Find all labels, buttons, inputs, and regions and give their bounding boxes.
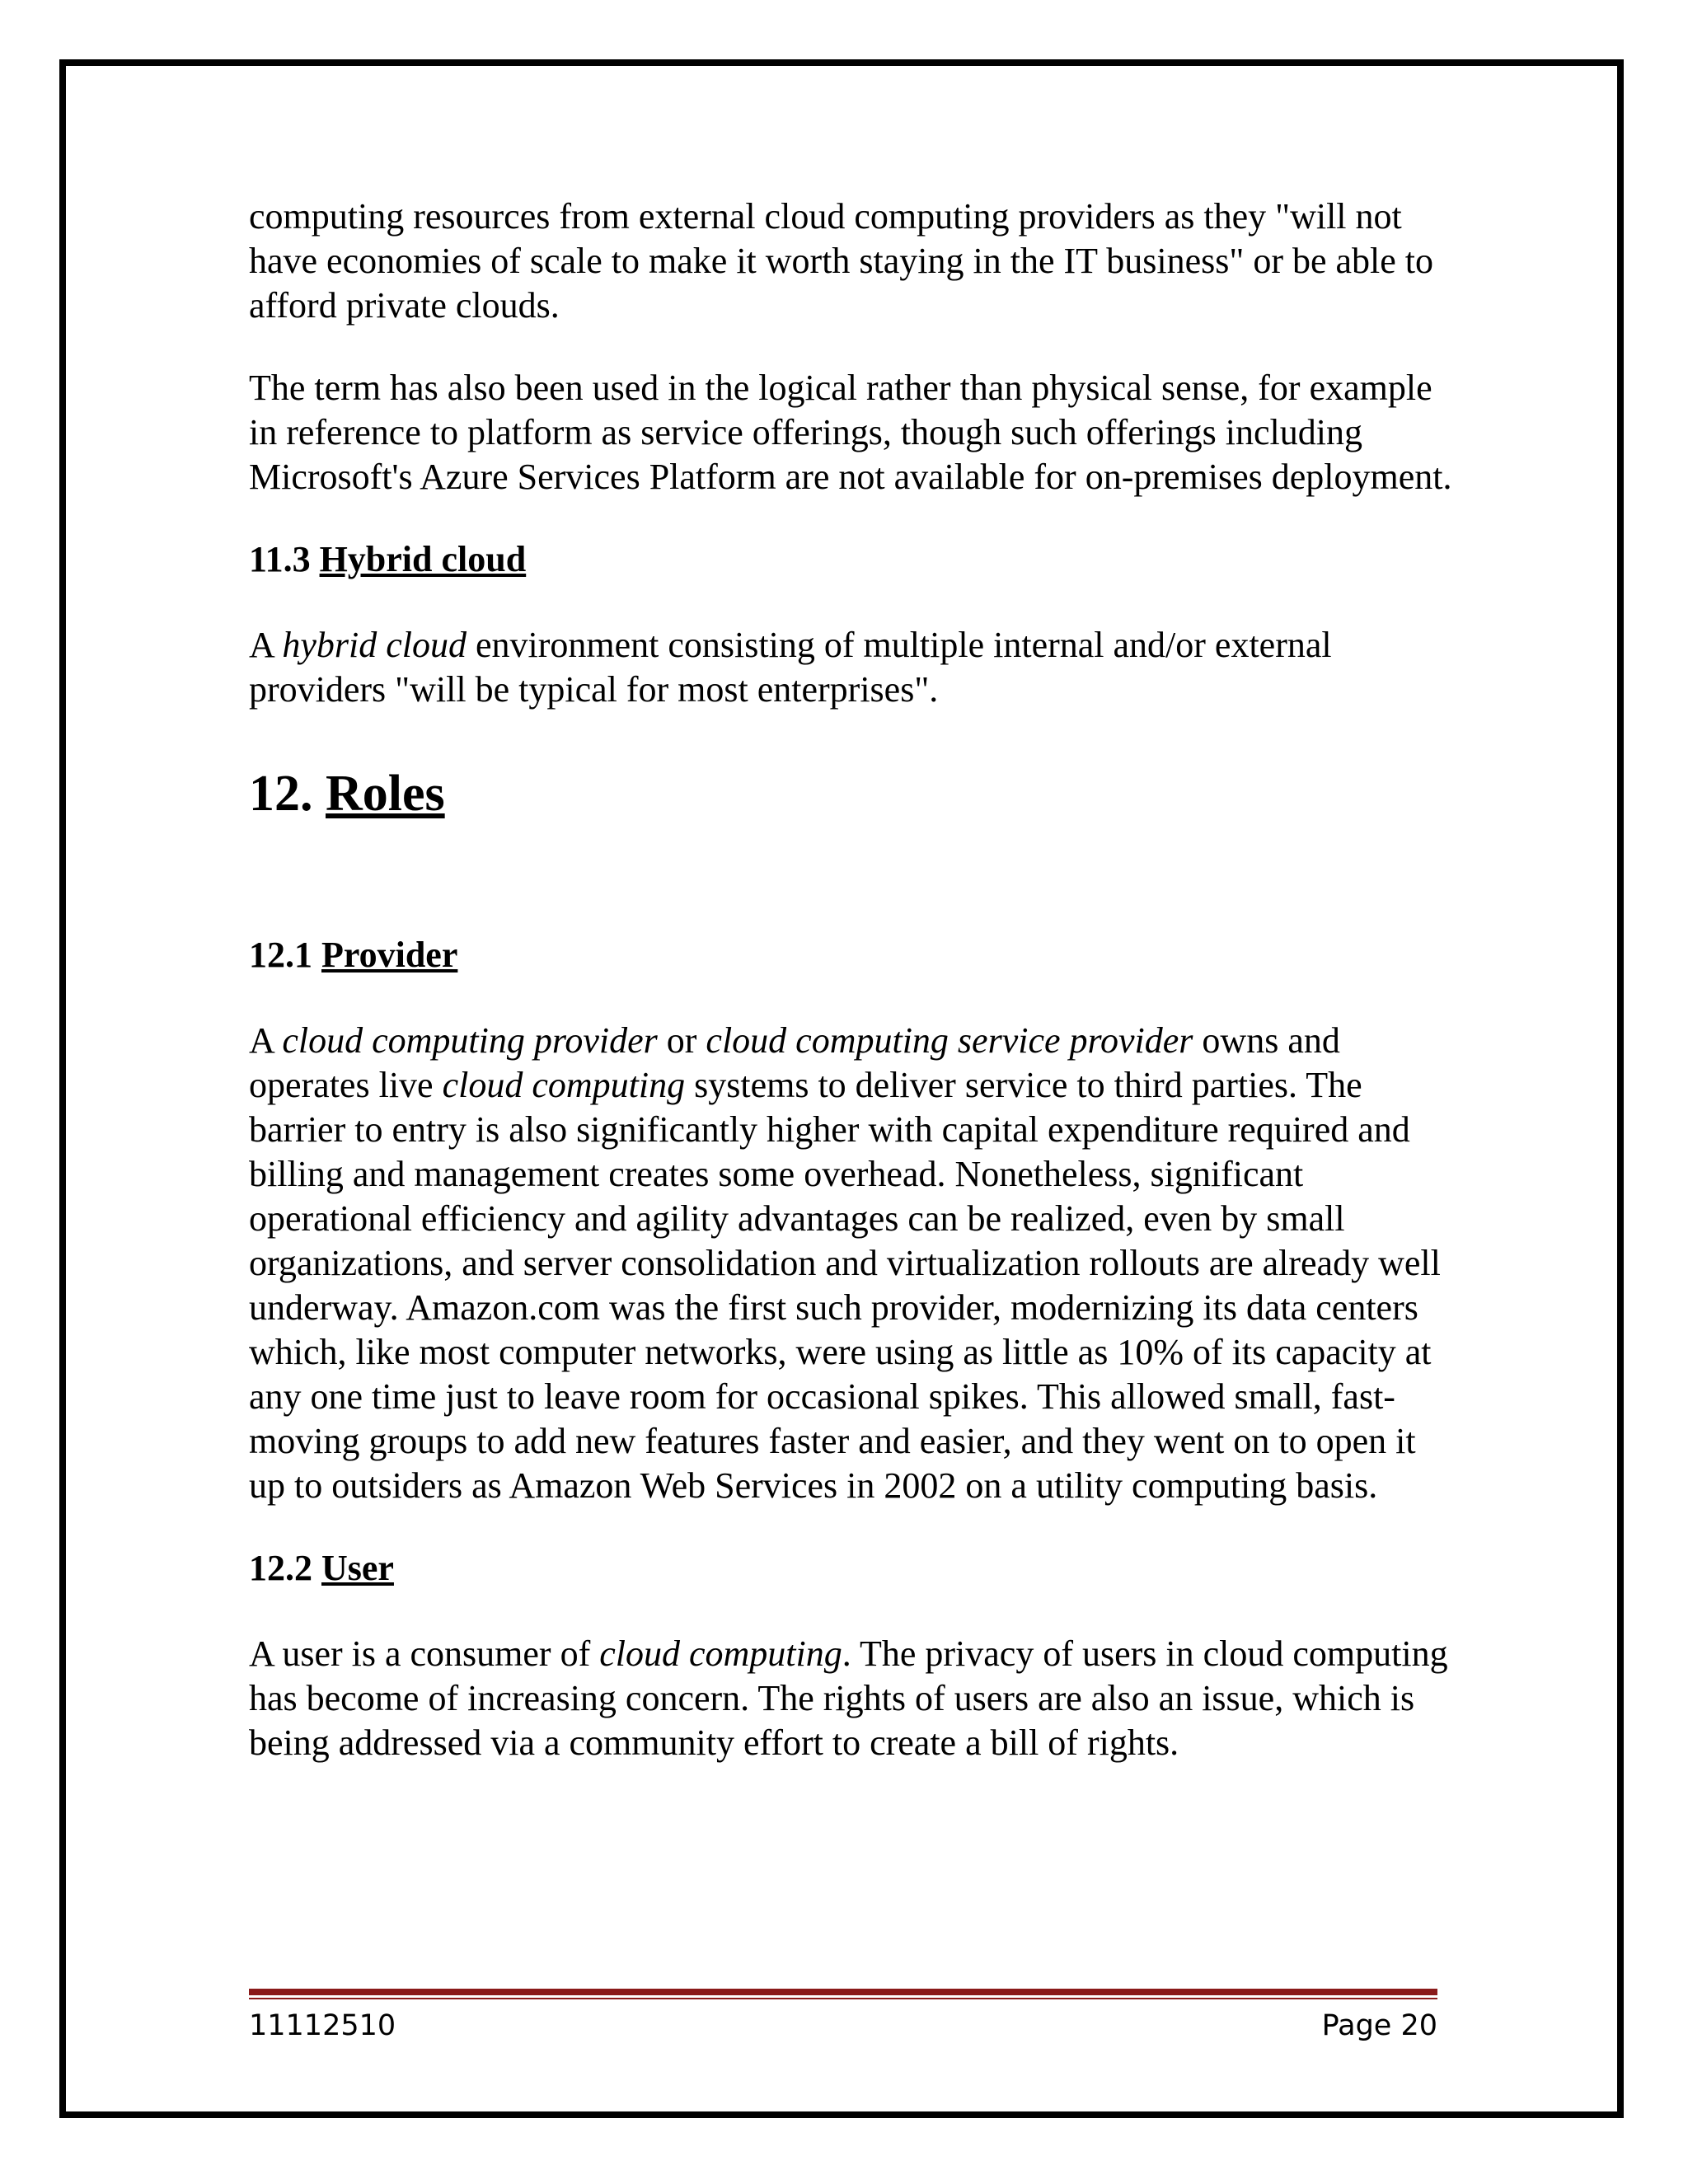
paragraph-hybrid-cloud <box>249 623 1452 712</box>
section-number: 12.1 <box>249 935 312 975</box>
italic-term: cloud computing provider <box>282 1020 658 1061</box>
italic-term: cloud computing <box>442 1065 686 1105</box>
section-number: 11.3 <box>249 539 311 579</box>
page-footer <box>249 2003 1437 2049</box>
text-run: owns and operates live <box>249 1020 1340 1105</box>
section-title: Hybrid cloud <box>319 539 527 579</box>
text-run: A <box>249 625 283 665</box>
section-heading-12-2 <box>249 1546 1452 1591</box>
chapter-number: 12. <box>249 766 313 822</box>
section-heading-12-1 <box>249 933 1452 977</box>
text-run: environment consisting of multiple internal and/or external providers "will be typical for most enterprises". <box>249 625 1332 710</box>
section-number: 12.2 <box>249 1548 312 1588</box>
paragraph-intro <box>249 194 1452 328</box>
document-body <box>249 194 1452 1765</box>
page-number: Page 20 <box>1321 2009 1437 2042</box>
italic-term: cloud computing <box>599 1633 842 1674</box>
italic-term: hybrid cloud <box>282 625 467 665</box>
text-run: or <box>657 1020 706 1061</box>
text-run: The term has also been used in the logical rather than physical sense, for example in reference to platform as service offerings, though such offerings including Microsoft's Azure Services Platform are not available for on-premises deployment. <box>249 368 1452 497</box>
text-run: systems to deliver service to third parties. The barrier to entry is also significantly higher with capital expenditure required and billing and management creates some overhead. Nonetheless, significant operational efficiency and agility advantages can be realized, even by small organizations, and server consolidation and virtualization rollouts are already well underway. Amazon.com was the first such provider, modernizing its data centers which, like most computer networks, were using as little as 10% of its capacity at any one time just to leave room for occasional spikes. This allowed small, fast-moving groups to add new features faster and easier, and they went on to open it up to outsiders as Amazon Web Services in 2002 on a utility computing basis. <box>249 1065 1441 1506</box>
text-run: A user is a consumer of <box>249 1633 600 1674</box>
spacer <box>249 712 1452 763</box>
text-run: A <box>249 1020 283 1061</box>
footer-rule-thick <box>249 1989 1437 1995</box>
section-title: User <box>321 1548 394 1588</box>
document-id: 11112510 <box>249 2009 396 2042</box>
chapter-heading-12 <box>249 763 1452 824</box>
footer-rule-thin <box>249 1998 1437 1999</box>
text-run: . The privacy of users in cloud computing has become of increasing concern. The rights of users are also an issue, which is being addressed via a community effort to create a bill of rights. <box>249 1633 1448 1763</box>
paragraph-user <box>249 1632 1452 1765</box>
section-heading-11-3 <box>249 537 1452 582</box>
section-title: Provider <box>321 935 458 975</box>
paragraph-logical-sense <box>249 366 1452 499</box>
text-run: computing resources from external cloud computing providers as they "will not have economies of scale to make it worth staying in the IT business" or be able to afford private clouds. <box>249 196 1434 326</box>
paragraph-provider <box>249 1019 1452 1508</box>
chapter-title: Roles <box>326 766 445 822</box>
italic-term: cloud computing service provider <box>706 1020 1193 1061</box>
